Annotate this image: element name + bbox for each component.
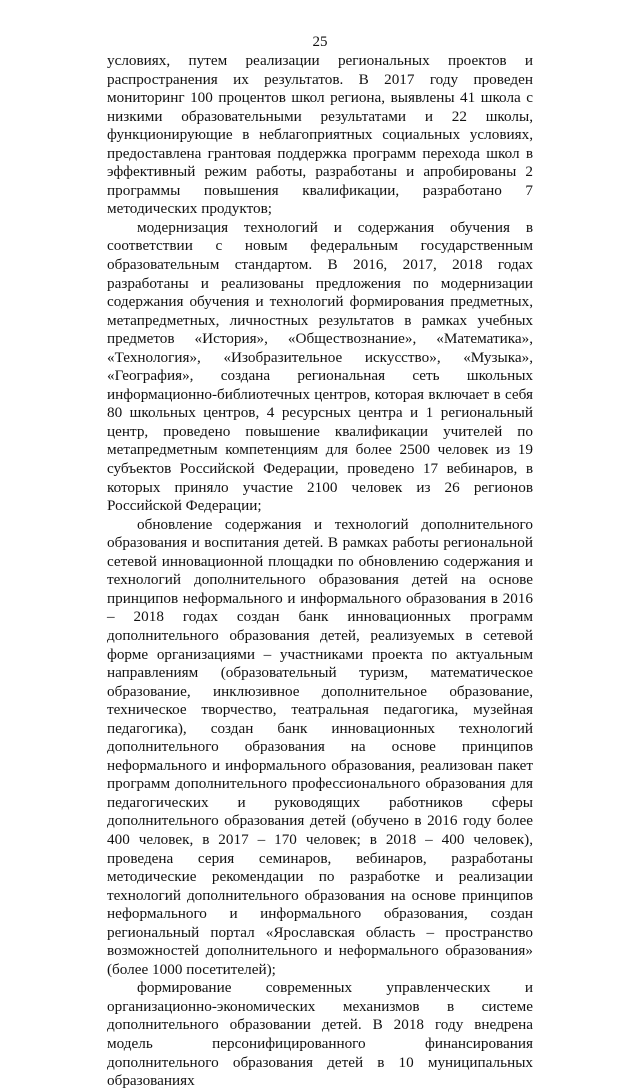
paragraph-continuation: условиях, путем реализации региональных проектов и распространения их результатов. В 2017 году проведен мониторинг 100 процентов школ региона, выявлены 41 школа с низкими образовательными результатами и 22 школы, функционирующие в неблагоприятных социальных условиях, предоставлена грантовая поддержка программ перехода школ в эффективный режим работы, разработаны и апробированы 2 программы повышения квалификации, разработано 7 методических продуктов; [107,52,533,218]
body-text [107,52,533,1091]
page-number: 25 [312,34,328,50]
paragraph-modernization: модернизация технологий и содержания обучения в соответствии с новым федеральным государственным образовательным стандартом. В 2016, 2017, 2018 годах разработаны и реализованы предложения по модернизации содержания обучения и технологий формирования предметных, метапредметных, личностных результатов в рамках учебных предметов «История», «Обществознание», «Математика», «Технология», «Изобразительное искусство», «Музыка», «География», создана региональная сеть школьных информационно-библиотечных центров, которая включает в себя 80 школьных центров, 4 ресурсных центра и 1 региональный центр, проведено повышение квалификации учителей по метапредметным компетенциям для более 2500 человек из 19 субъектов Российской Федерации, проведено 17 вебинаров, в которых приняло участие 2100 человек из 26 регионов Российской Федерации; [107,218,533,515]
paragraph-management-mechanisms: формирование современных управленческих и организационно-экономических механизмов в системе дополнительного образовании детей. В 2018 году внедрена модель персонифицированного финансирования дополнительного образования детей в 10 муниципальных образованиях [107,979,533,1090]
paragraph-additional-education: обновление содержания и технологий дополнительного образования и воспитания детей. В рамках работы региональной сетевой инновационной площадки по обновлению содержания и технологий дополнительного образования детей на основе принципов неформального и информального образования в 2016 – 2018 годах создан банк инновационных программ дополнительного образования детей, реализуемых в сетевой форме организациями – участниками проекта по актуальным направлениям (образовательный туризм, математическое образование, инклюзивное дополнительное образование, техническое творчество, театральная педагогика, музейная педагогика), создан банк инновационных технологий дополнительного образования на основе принципов неформального и информального образования, реализован пакет программ дополнительного профессионального образования для педагогических и руководящих работников сферы дополнительного образования детей (обучено в 2016 году более 400 человек, в 2017 – 170 человек; в 2018 – 400 человек), проведена серия семинаров, вебинаров, разработаны методические рекомендации по разработке и реализации технологий дополнительного образования на основе принципов неформального и информального образования, создан региональный портал «Ярославская область – пространство возможностей дополнительного и неформального образования» (более 1000 посетителей); [107,515,533,978]
